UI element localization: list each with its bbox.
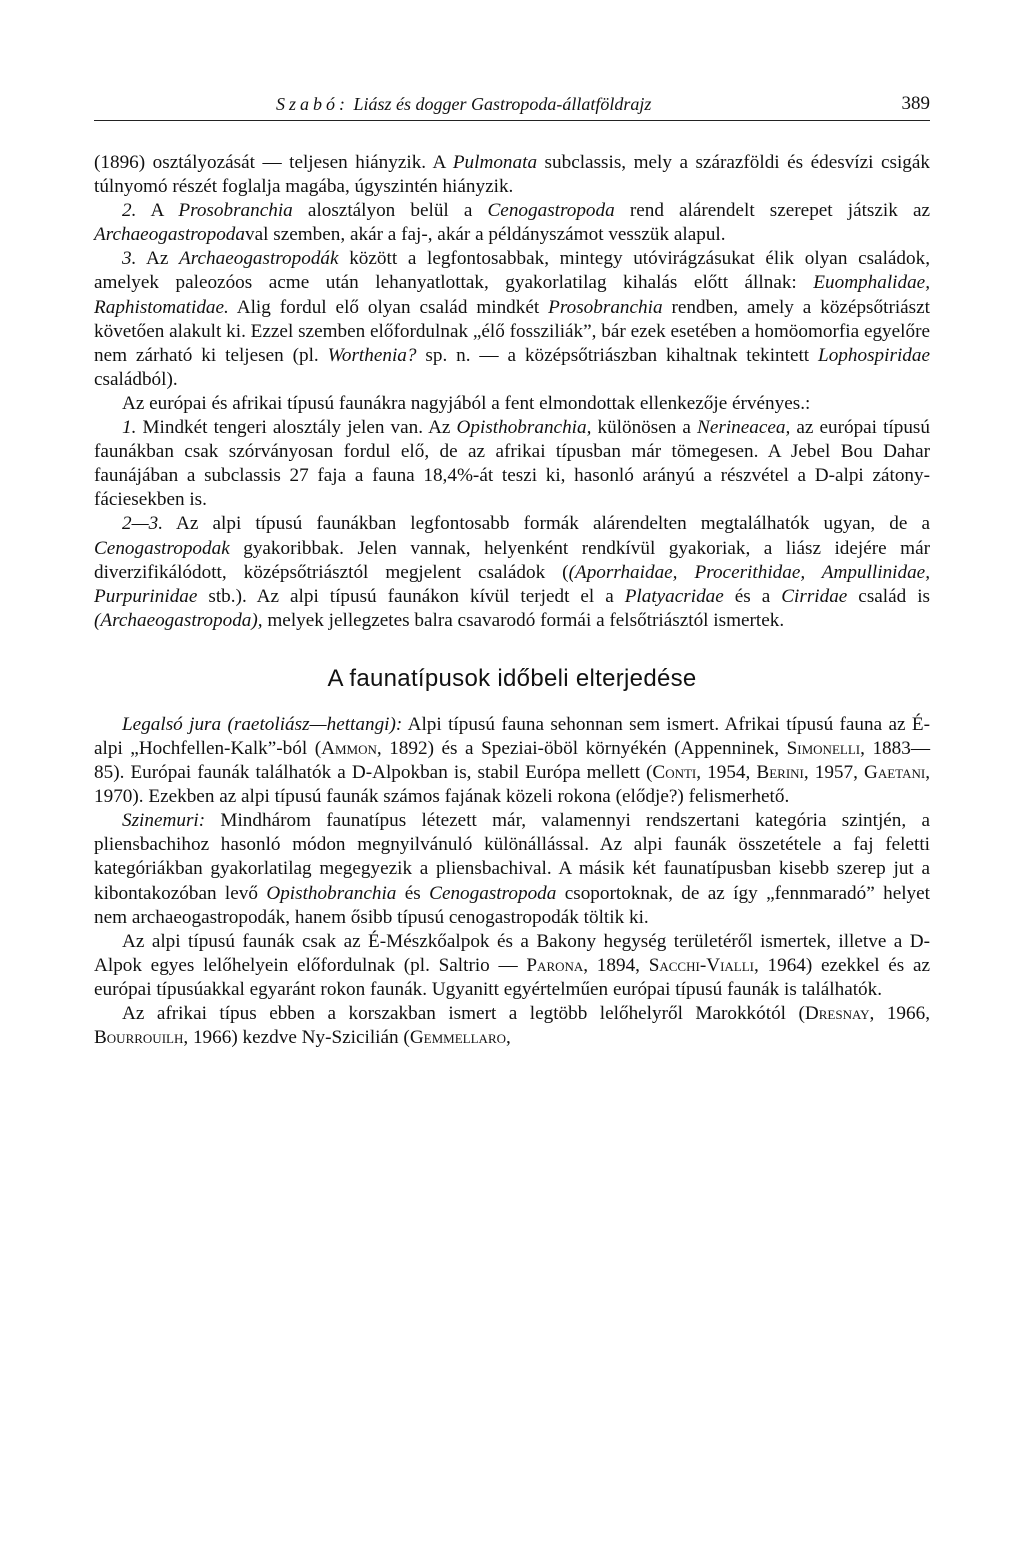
text-run: Alig fordul elő olyan család mindkét [228, 296, 549, 318]
author-name: Parona [526, 954, 584, 976]
italic-text: 1. [122, 417, 137, 439]
text-run: stb.). Az alpi típusú faunákon kívül terjedt el a [197, 585, 625, 607]
paragraph [94, 512, 930, 632]
text-run: Az [136, 248, 180, 270]
paragraph [94, 199, 930, 247]
paragraph [94, 151, 930, 199]
italic-text: 2. [122, 200, 137, 222]
text-run: , 1966, [869, 1003, 930, 1024]
paragraph-group-intro [94, 151, 930, 633]
italic-text: Szinemuri: [122, 810, 206, 832]
section-heading: A faunatípusok időbeli elterjedése [327, 664, 697, 692]
page-number: 389 [901, 93, 930, 114]
paragraph [94, 809, 930, 929]
author-name: Dresnay [804, 1003, 870, 1024]
text-run: , 1954, [696, 762, 757, 784]
author-name: Gaetani [864, 762, 926, 784]
italic-text: 2—3. [122, 513, 164, 535]
text-run: (1896) osztályozását — teljesen hiányzik. A [94, 152, 453, 173]
text-run: sp. n. — a középsőtriászban kihaltnak tekintett [416, 344, 819, 366]
text-run: Az alpi típusú faunákban legfontosabb formák alárendelten megtalálhatók ugyan, de a [163, 513, 930, 535]
italic-text: Euomphalidae, Raphistomatidae. [94, 272, 930, 318]
text-run: Az európai és afrikai típusú faunákra nagyjából a fent elmondottak ellenkezője érvényes.: [122, 392, 811, 414]
italic-text: Cirridae [781, 585, 848, 607]
paragraph [94, 392, 930, 416]
text-run: rendben, amely a középsőtriászt követően alakult ki. Ezzel szemben előfordulnak „élő fossziliák”, bár ezek esetében a homöomorfia egyelőre nem zárható ki teljesen (pl. [94, 296, 930, 366]
paragraph [94, 1002, 930, 1050]
text-run: Alpi típusú fauna sehonnan sem ismert. Afrikai típusú fauna az É-alpi „Hochfellen-Kalk”-ból ( [94, 713, 931, 759]
italic-text: Opisthobranchia [266, 882, 397, 904]
italic-text: Platyacridae [624, 585, 724, 607]
author-name: Simonelli [786, 737, 861, 759]
text-run: család is [847, 585, 931, 607]
text-run: val szemben, akár a faj-, akár a példányszámot vesszük alapul. [245, 224, 726, 246]
text-run: Mindhárom faunatípus létezett már, valamennyi rendszertani kategória szintjén, a pliensbachihoz hasonló módon megnyilvánuló különállással. Az alpi faunák összetétele a faj feletti kategóriákban gyakorlatilag megegyezik a pliensbachival. A másik két faunatípusban kisebb szerep jut a kibontakozóban levő [94, 810, 930, 904]
italic-text: Prosobranchia [548, 296, 663, 318]
author-name: Bourrouilh [94, 1027, 184, 1049]
text-run: subclassis, mely a szárazföldi és édesvízi csigák túlnyomó részét foglalja magába, úgyszintén hiányzik. [94, 152, 930, 198]
italic-text: Pulmonata [452, 152, 538, 173]
text-run: Az afrikai típus ebben a korszakban ismert a legtöbb lelőhelyről Marokkótól ( [122, 1003, 805, 1024]
author-name: Sacchi-Vialli [648, 954, 754, 976]
text-run: csoportoknak, de az így „fennmaradó” helyet nem archaeogastropodák, hanem ősibb típusú cenogastropodák töltik ki. [94, 882, 930, 928]
italic-text: Lophospiridae [818, 344, 930, 366]
paragraph [94, 713, 930, 809]
body-text [94, 151, 930, 1050]
text-run: , 1970). Ezekben az alpi típusú faunák számos fajának közeli rokona (elődje?) felismerhető. [94, 762, 930, 808]
author-name: Ammon [321, 737, 377, 759]
running-title [276, 92, 651, 116]
text-run: , 1964) ezekkel és az európai típusúakkal egyaránt rokon faunák. Ugyanitt egyértelműen európai típusú faunák is találhatók. [94, 954, 931, 1000]
paragraph [94, 416, 930, 512]
text-run: és [396, 882, 430, 904]
paragraph [94, 930, 930, 1002]
text-run: Mindkét tengeri alosztály jelen van. Az [136, 417, 457, 439]
text-run: Az alpi típusú faunák csak az É-Mészkőalpok és a Bakony hegység területéről ismertek, illetve a D-Alpok egyes lelőhelyein előfordulnak (pl. Saltrio — [94, 930, 930, 976]
running-title-text: Liász és dogger Gastropoda-állatföldrajz [353, 94, 652, 114]
running-header [94, 92, 930, 121]
paragraph [94, 247, 930, 392]
italic-text: Nerineacea, [697, 417, 791, 439]
italic-text: Prosobranchia [178, 200, 293, 222]
italic-text: Opisthobranchia, [456, 417, 592, 439]
text-run: az európai típusú faunákban csak szórványosan fordul elő, de az afrikai típusban már tömegesen. A Jebel Bou Dahar faunájában a subclassis 27 faja a fauna 18,4%-át teszi ki, hasonló arányú a részvétel a D-alpi zátonyfáciesekben is. [94, 417, 930, 511]
text-run: melyek jellegzetes balra csavarodó formái a felsőtriásztól ismertek. [262, 609, 785, 631]
italic-text: Worthenia? [327, 344, 417, 366]
author-name: Conti [652, 762, 697, 784]
text-run: között a legfontosabbak, mintegy utóvirágzásukat élik olyan családok, amelyek paleozóos acme után lehanyatlottak, gyakorlatilag kihalás előtt állnak: [94, 248, 930, 294]
text-run: alosztályon belül a [292, 200, 488, 222]
italic-text: Cenogastropoda [429, 882, 557, 904]
text-run: , 1883—85). Európai faunák találhatók a D-Alpokban is, stabil Európa mellett ( [94, 737, 931, 784]
italic-text: Archaeogastropodák [179, 248, 339, 270]
text-run: különösen a [591, 417, 698, 439]
text-run: A [136, 200, 179, 222]
paragraph-group-section [94, 713, 930, 1050]
author-name: Gemmellaro [409, 1027, 506, 1049]
text-run: rend alárendelt szerepet játszik az [614, 200, 930, 222]
running-title-author: Szabó: [276, 94, 349, 114]
italic-text: Archaeogastropoda [94, 224, 245, 246]
text-run: , 1966) kezdve Ny-Szicilián ( [183, 1027, 410, 1049]
italic-text: Legalsó jura (raetoliász—hettangi): [122, 713, 403, 735]
text-run: , [506, 1027, 511, 1049]
text-run: , 1894, [583, 954, 649, 976]
italic-text: Cenogastropodak [94, 537, 230, 559]
italic-text: (Aporrhaidae, Procerithidae, Ampullinidae, Purpurinidae [94, 561, 930, 607]
italic-text: (Archaeogastropoda), [94, 609, 263, 631]
text-run: családból). [94, 368, 178, 390]
text-run: gyakoribbak. Jelen vannak, helyenként rendkívül gyakoriak, a liász idejére már diverzifikálódott, középsőtriásztól megjelent családok ( [94, 537, 930, 583]
author-name: Berini [756, 762, 804, 784]
text-run: és a [723, 585, 782, 607]
italic-text: Cenogastropoda [487, 200, 615, 222]
text-run: , 1957, [803, 762, 864, 784]
italic-text: 3. [122, 248, 137, 270]
text-run: , 1892) és a Speziai-öböl környékén (Appenninek, [376, 737, 787, 759]
